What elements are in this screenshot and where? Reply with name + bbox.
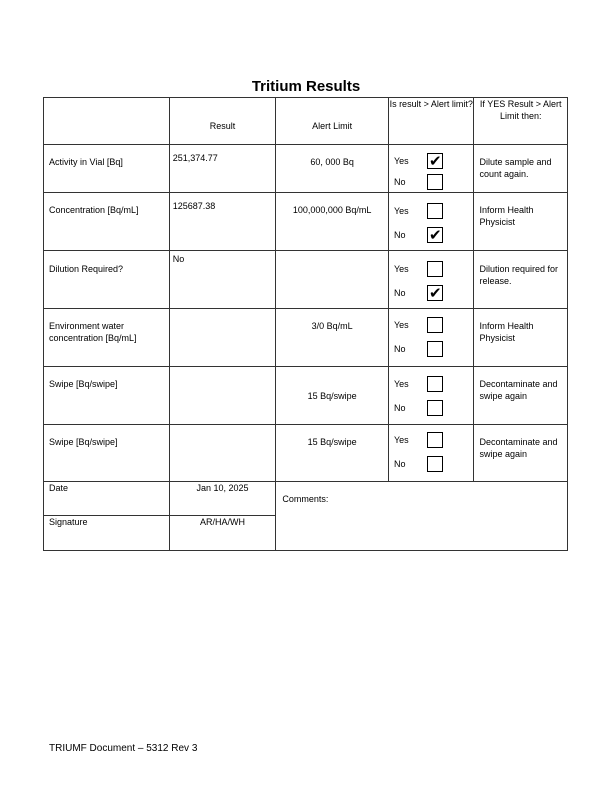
header-row	[44, 98, 568, 145]
yes-checkbox[interactable]	[427, 432, 443, 448]
table-row	[44, 193, 568, 251]
alert-limit-value: 60, 000 Bq	[276, 145, 389, 193]
result-value[interactable]: No	[169, 251, 276, 309]
date-row	[44, 482, 568, 516]
check-mark-icon: ✔	[428, 285, 442, 302]
row-label: Activity in Vial [Bq]	[44, 145, 170, 193]
yes-checkbox[interactable]	[427, 153, 443, 169]
date-value[interactable]: Jan 10, 2025	[169, 482, 276, 516]
check-mark-icon: ✔	[428, 153, 442, 170]
alert-limit-value	[276, 251, 389, 309]
row-label: Environment water concentration [Bq/mL]	[44, 309, 170, 367]
row-label: Swipe [Bq/swipe]	[44, 367, 170, 425]
table-row	[44, 145, 568, 193]
action-text: Inform Health Physicist	[474, 309, 568, 367]
alert-limit-value: 100,000,000 Bq/mL	[276, 193, 389, 251]
yes-label: Yes	[393, 206, 409, 216]
page-title: Tritium Results	[251, 78, 361, 95]
date-label: Date	[44, 482, 170, 516]
yes-no-cell	[388, 367, 473, 425]
header-result: Result	[169, 98, 276, 145]
footer-doc-id: TRIUMF Document – 5312 Rev 3	[49, 743, 198, 754]
no-label: No	[393, 230, 406, 240]
signature-value[interactable]: AR/HA/WH	[169, 516, 276, 551]
action-text: Inform Health Physicist	[474, 193, 568, 251]
action-text: Decontaminate and swipe again	[474, 367, 568, 425]
yes-no-cell	[388, 251, 473, 309]
no-checkbox[interactable]	[427, 341, 443, 357]
table-row	[44, 309, 568, 367]
header-if-yes: If YES Result > Alert Limit then:	[474, 98, 568, 145]
no-checkbox[interactable]	[427, 174, 443, 190]
no-checkbox[interactable]	[427, 285, 443, 301]
yes-no-cell	[388, 193, 473, 251]
yes-label: Yes	[393, 264, 409, 274]
result-value[interactable]	[169, 309, 276, 367]
no-label: No	[393, 288, 406, 298]
no-label: No	[393, 403, 406, 413]
yes-label: Yes	[393, 435, 409, 445]
no-label: No	[393, 459, 406, 469]
yes-checkbox[interactable]	[427, 376, 443, 392]
check-mark-icon: ✔	[428, 227, 442, 244]
no-checkbox[interactable]	[427, 400, 443, 416]
yes-label: Yes	[393, 379, 409, 389]
table-row	[44, 367, 568, 425]
result-value[interactable]	[169, 425, 276, 482]
comments-cell[interactable]	[276, 482, 568, 551]
header-is-result-gt-alert: Is result > Alert limit?	[388, 98, 473, 145]
row-label: Swipe [Bq/swipe]	[44, 425, 170, 482]
comments-label: Comments:	[282, 494, 329, 504]
yes-checkbox[interactable]	[427, 317, 443, 333]
no-checkbox[interactable]	[427, 227, 443, 243]
table-row	[44, 251, 568, 309]
row-label: Dilution Required?	[44, 251, 170, 309]
signature-label: Signature	[44, 516, 170, 551]
header-blank	[44, 98, 170, 145]
no-label: No	[393, 177, 406, 187]
tritium-results-table	[43, 97, 568, 551]
yes-label: Yes	[393, 156, 409, 166]
yes-no-cell	[388, 425, 473, 482]
action-text: Decontaminate and swipe again	[474, 425, 568, 482]
result-value[interactable]: 125687.38	[169, 193, 276, 251]
yes-checkbox[interactable]	[427, 261, 443, 277]
yes-checkbox[interactable]	[427, 203, 443, 219]
result-value[interactable]: 251,374.77	[169, 145, 276, 193]
alert-limit-value: 3/0 Bq/mL	[276, 309, 389, 367]
action-text: Dilution required for release.	[474, 251, 568, 309]
no-checkbox[interactable]	[427, 456, 443, 472]
yes-no-cell	[388, 145, 473, 193]
result-value[interactable]	[169, 367, 276, 425]
alert-limit-value: 15 Bq/swipe	[276, 425, 389, 482]
yes-no-cell	[388, 309, 473, 367]
yes-label: Yes	[393, 320, 409, 330]
table-row	[44, 425, 568, 482]
no-label: No	[393, 344, 406, 354]
action-text: Dilute sample and count again.	[474, 145, 568, 193]
row-label: Concentration [Bq/mL]	[44, 193, 170, 251]
header-alert-limit: Alert Limit	[276, 98, 389, 145]
alert-limit-value: 15 Bq/swipe	[276, 367, 389, 425]
